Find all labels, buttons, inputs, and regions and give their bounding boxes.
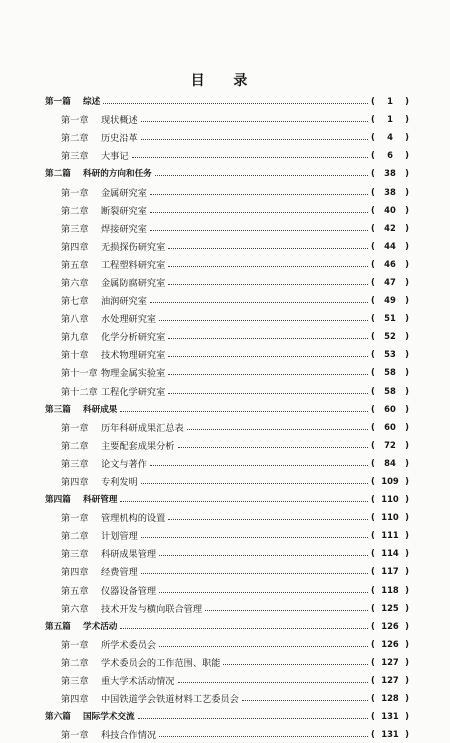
page-ref: ( 40 ) bbox=[371, 204, 409, 215]
page-ref: ( 52 ) bbox=[371, 331, 409, 342]
page-ref: ( 114 ) bbox=[371, 548, 409, 559]
toc-chapter-entry bbox=[45, 345, 409, 363]
toc-chapter-entry bbox=[45, 418, 409, 436]
toc-chapter-entry bbox=[45, 562, 409, 580]
entry-label: 第一篇 bbox=[45, 97, 71, 108]
entry-label: 第七章 bbox=[61, 296, 89, 308]
entry-title: 历史沿革 bbox=[101, 133, 138, 145]
page-number: 44 bbox=[384, 240, 396, 251]
page-number: 125 bbox=[381, 602, 399, 613]
page-ref: ( 72 ) bbox=[371, 439, 409, 450]
entry-title: 专利发明 bbox=[101, 477, 138, 489]
entry-label: 第二章 bbox=[61, 440, 89, 452]
page-ref: ( 127 ) bbox=[371, 656, 409, 667]
dot-leader bbox=[159, 591, 368, 593]
dot-leader bbox=[168, 355, 368, 357]
toc-chapter-entry bbox=[45, 309, 409, 327]
dot-leader bbox=[187, 428, 368, 430]
toc-chapter-entry bbox=[45, 599, 409, 617]
toc-part-entry bbox=[45, 707, 409, 725]
page-ref: ( 1 ) bbox=[371, 114, 409, 125]
entry-label: 第一章 bbox=[61, 730, 89, 742]
dot-leader bbox=[132, 156, 368, 158]
dot-leader bbox=[168, 283, 368, 285]
page-ref: ( 44 ) bbox=[371, 240, 409, 251]
dot-leader bbox=[150, 301, 368, 303]
toc-chapter-entry bbox=[45, 110, 409, 128]
entry-title: 学术活动 bbox=[83, 621, 118, 632]
entry-title: 油润研究室 bbox=[101, 296, 147, 308]
entry-title: 现状概述 bbox=[101, 115, 138, 127]
entry-title: 大事记 bbox=[101, 151, 129, 163]
page-number: 52 bbox=[384, 331, 396, 342]
page-number: 131 bbox=[381, 711, 399, 722]
page-ref: ( 6 ) bbox=[371, 150, 409, 161]
entry-label: 第四章 bbox=[61, 477, 89, 489]
page-number: 127 bbox=[381, 675, 399, 686]
page-number: 109 bbox=[381, 476, 399, 487]
entry-label: 第四章 bbox=[61, 694, 89, 706]
toc-chapter-entry bbox=[45, 291, 409, 309]
page-number: 4 bbox=[387, 132, 393, 143]
entry-label: 第十一章 bbox=[61, 368, 98, 380]
toc-chapter-entry bbox=[45, 382, 409, 400]
page-ref: ( 128 ) bbox=[371, 693, 409, 704]
page-ref: ( 117 ) bbox=[371, 566, 409, 577]
page-ref: ( 58 ) bbox=[371, 385, 409, 396]
entry-title: 主要配套成果分析 bbox=[101, 440, 175, 452]
toc-chapter-entry bbox=[45, 201, 409, 219]
entry-title: 金属防腐研究室 bbox=[101, 277, 166, 289]
entry-label: 第三章 bbox=[61, 458, 89, 470]
page-number: 46 bbox=[384, 258, 396, 269]
dot-leader bbox=[168, 392, 368, 394]
toc-part-entry bbox=[45, 92, 409, 110]
entry-title: 经费管理 bbox=[101, 567, 138, 579]
dot-leader bbox=[103, 102, 368, 104]
page-ref: ( 42 ) bbox=[371, 222, 409, 233]
page-number: 128 bbox=[381, 693, 399, 704]
dot-leader bbox=[150, 211, 368, 213]
page-number: 72 bbox=[384, 439, 396, 450]
entry-label: 第三章 bbox=[61, 223, 89, 235]
entry-label: 第六章 bbox=[61, 277, 89, 289]
entry-title: 综述 bbox=[83, 97, 101, 108]
dot-leader bbox=[168, 518, 368, 520]
toc-part-entry bbox=[45, 490, 409, 508]
entry-title: 学术委员会的工作范围、职能 bbox=[101, 657, 221, 669]
entry-title: 计划管理 bbox=[101, 531, 138, 543]
page-ref: ( 1 ) bbox=[371, 96, 409, 107]
page-number: 131 bbox=[381, 729, 399, 740]
entry-label: 第二章 bbox=[61, 531, 89, 543]
toc-chapter-entry bbox=[45, 508, 409, 526]
entry-title: 水处理研究室 bbox=[101, 314, 157, 326]
page-ref: ( 49 ) bbox=[371, 295, 409, 306]
dot-leader bbox=[150, 193, 368, 195]
toc-chapter-entry bbox=[45, 454, 409, 472]
entry-label: 第三章 bbox=[61, 151, 89, 163]
entry-label: 第三篇 bbox=[45, 404, 71, 415]
dot-leader bbox=[159, 554, 368, 556]
page-ref: ( 51 ) bbox=[371, 313, 409, 324]
dot-leader bbox=[168, 373, 368, 375]
entry-title: 所学术委员会 bbox=[101, 639, 157, 651]
dot-leader bbox=[155, 174, 368, 176]
entry-title: 历年科研成果汇总表 bbox=[101, 422, 184, 434]
entry-label: 第十二章 bbox=[61, 386, 98, 398]
page-ref: ( 60 ) bbox=[371, 421, 409, 432]
page-ref: ( 4 ) bbox=[371, 132, 409, 143]
toc-chapter-entry bbox=[45, 544, 409, 562]
dot-leader bbox=[242, 699, 368, 701]
entry-title: 技术物理研究室 bbox=[101, 350, 166, 362]
page-ref: ( 127 ) bbox=[371, 675, 409, 686]
page-number: 47 bbox=[384, 276, 396, 287]
dot-leader bbox=[159, 735, 368, 737]
page-ref: ( 46 ) bbox=[371, 258, 409, 269]
dot-leader bbox=[141, 536, 368, 538]
entry-label: 第二篇 bbox=[45, 169, 71, 180]
dot-leader bbox=[120, 627, 368, 629]
entry-title: 工程塑料研究室 bbox=[101, 259, 166, 271]
dot-leader bbox=[120, 410, 368, 412]
entry-label: 第九章 bbox=[61, 332, 89, 344]
page-number: 114 bbox=[381, 548, 399, 559]
page-number: 58 bbox=[384, 367, 396, 378]
page-ref: ( 47 ) bbox=[371, 276, 409, 287]
entry-title: 重大学术活动情况 bbox=[101, 676, 175, 688]
toc-chapter-entry bbox=[45, 237, 409, 255]
toc-chapter-entry bbox=[45, 472, 409, 490]
page-ref: ( 38 ) bbox=[371, 186, 409, 197]
page-ref: ( 109 ) bbox=[371, 476, 409, 487]
page-number: 118 bbox=[381, 584, 399, 595]
toc-chapter-entry bbox=[45, 273, 409, 291]
entry-label: 第五章 bbox=[61, 585, 89, 597]
entry-title: 断裂研究室 bbox=[101, 205, 147, 217]
toc-chapter-entry bbox=[45, 526, 409, 544]
dot-leader bbox=[141, 138, 368, 140]
entry-title: 科研成果 bbox=[83, 404, 118, 415]
page-number: 51 bbox=[384, 313, 396, 324]
entry-title: 金属研究室 bbox=[101, 187, 147, 199]
page-ref: ( 58 ) bbox=[371, 367, 409, 378]
toc-chapter-entry bbox=[45, 146, 409, 164]
page-ref: ( 125 ) bbox=[371, 602, 409, 613]
page-number: 6 bbox=[387, 150, 393, 161]
entry-label: 第二章 bbox=[61, 133, 89, 145]
page-number: 49 bbox=[384, 295, 396, 306]
page-ref: ( 84 ) bbox=[371, 457, 409, 468]
toc-part-entry bbox=[45, 164, 409, 182]
page-number: 40 bbox=[384, 204, 396, 215]
dot-leader bbox=[178, 446, 369, 448]
page-number: 38 bbox=[384, 168, 396, 179]
toc-chapter-entry bbox=[45, 436, 409, 454]
page-ref: ( 131 ) bbox=[371, 711, 409, 722]
page-number: 117 bbox=[381, 566, 399, 577]
entry-title: 管理机构的设置 bbox=[101, 513, 166, 525]
entry-title: 仪器设备管理 bbox=[101, 585, 157, 597]
dot-leader bbox=[159, 319, 368, 321]
entry-label: 第三章 bbox=[61, 676, 89, 688]
dot-leader bbox=[178, 681, 369, 683]
entry-label: 第六章 bbox=[61, 603, 89, 615]
entry-label: 第一章 bbox=[61, 422, 89, 434]
page-ref: ( 126 ) bbox=[371, 638, 409, 649]
dot-leader bbox=[223, 663, 368, 665]
toc-part-entry bbox=[45, 617, 409, 635]
page-ref: ( 38 ) bbox=[371, 168, 409, 179]
page-number: 53 bbox=[384, 349, 396, 360]
dot-leader bbox=[141, 482, 368, 484]
page-ref: ( 131 ) bbox=[371, 729, 409, 740]
entry-label: 第五章 bbox=[61, 259, 89, 271]
toc-chapter-entry bbox=[45, 255, 409, 273]
entry-title: 焊接研究室 bbox=[101, 223, 147, 235]
entry-title: 科技合作情况 bbox=[101, 730, 157, 742]
entry-title: 工程化学研究室 bbox=[101, 386, 166, 398]
entry-title: 中国铁道学会铁道材料工艺委员会 bbox=[101, 694, 239, 706]
page-number: 1 bbox=[387, 96, 393, 107]
entry-title: 技术开发与横向联合管理 bbox=[101, 603, 203, 615]
page-number: 110 bbox=[381, 512, 399, 523]
dot-leader bbox=[150, 229, 368, 231]
entry-label: 第一章 bbox=[61, 513, 89, 525]
entry-label: 第三章 bbox=[61, 549, 89, 561]
toc-chapter-entry bbox=[45, 671, 409, 689]
entry-title: 论文与著作 bbox=[101, 458, 147, 470]
page-number: 1 bbox=[387, 114, 393, 125]
page-ref: ( 118 ) bbox=[371, 584, 409, 595]
page-ref: ( 60 ) bbox=[371, 403, 409, 414]
toc-chapter-entry bbox=[45, 635, 409, 653]
page-ref: ( 110 ) bbox=[371, 494, 409, 505]
entry-label: 第四篇 bbox=[45, 495, 71, 506]
toc-chapter-entry bbox=[45, 581, 409, 599]
page-number: 127 bbox=[381, 656, 399, 667]
entry-title: 物理金属实验室 bbox=[101, 368, 166, 380]
entry-label: 第二章 bbox=[61, 657, 89, 669]
page-number: 84 bbox=[384, 457, 396, 468]
entry-label: 第一章 bbox=[61, 115, 89, 127]
page-number: 60 bbox=[384, 403, 396, 414]
dot-leader bbox=[141, 572, 368, 574]
table-of-contents bbox=[45, 92, 409, 743]
entry-label: 第二章 bbox=[61, 205, 89, 217]
toc-chapter-entry bbox=[45, 219, 409, 237]
dot-leader bbox=[150, 464, 368, 466]
entry-label: 第六篇 bbox=[45, 712, 71, 723]
toc-chapter-entry bbox=[45, 725, 409, 743]
dot-leader bbox=[168, 247, 368, 249]
page-number: 58 bbox=[384, 385, 396, 396]
toc-chapter-entry bbox=[45, 182, 409, 200]
page-title: 目 录 bbox=[190, 73, 260, 89]
page-number: 126 bbox=[381, 638, 399, 649]
entry-title: 国际学术交流 bbox=[83, 712, 135, 723]
page-number: 111 bbox=[381, 530, 399, 541]
entry-title: 科研的方向和任务 bbox=[83, 169, 152, 180]
entry-title: 无损探伤研究室 bbox=[101, 241, 166, 253]
page-number: 42 bbox=[384, 222, 396, 233]
page-ref: ( 110 ) bbox=[371, 512, 409, 523]
entry-title: 化学分析研究室 bbox=[101, 332, 166, 344]
page-number: 110 bbox=[381, 494, 399, 505]
page-ref: ( 111 ) bbox=[371, 530, 409, 541]
entry-label: 第一章 bbox=[61, 639, 89, 651]
entry-label: 第五篇 bbox=[45, 621, 71, 632]
page-number: 60 bbox=[384, 421, 396, 432]
entry-label: 第十章 bbox=[61, 350, 89, 362]
page-number: 38 bbox=[384, 186, 396, 197]
dot-leader bbox=[168, 265, 368, 267]
dot-leader bbox=[138, 717, 368, 719]
dot-leader bbox=[159, 645, 368, 647]
dot-leader bbox=[205, 609, 368, 611]
entry-title: 科研管理 bbox=[83, 495, 118, 506]
entry-label: 第一章 bbox=[61, 187, 89, 199]
toc-chapter-entry bbox=[45, 689, 409, 707]
entry-label: 第八章 bbox=[61, 314, 89, 326]
toc-chapter-entry bbox=[45, 128, 409, 146]
dot-leader bbox=[168, 337, 368, 339]
entry-label: 第四章 bbox=[61, 241, 89, 253]
entry-label: 第四章 bbox=[61, 567, 89, 579]
dot-leader bbox=[141, 120, 368, 122]
toc-chapter-entry bbox=[45, 327, 409, 345]
page-ref: ( 126 ) bbox=[371, 620, 409, 631]
page-number: 126 bbox=[381, 620, 399, 631]
toc-part-entry bbox=[45, 400, 409, 418]
dot-leader bbox=[120, 500, 368, 502]
page-ref: ( 53 ) bbox=[371, 349, 409, 360]
entry-title: 科研成果管理 bbox=[101, 549, 157, 561]
toc-chapter-entry bbox=[45, 653, 409, 671]
toc-chapter-entry bbox=[45, 363, 409, 381]
